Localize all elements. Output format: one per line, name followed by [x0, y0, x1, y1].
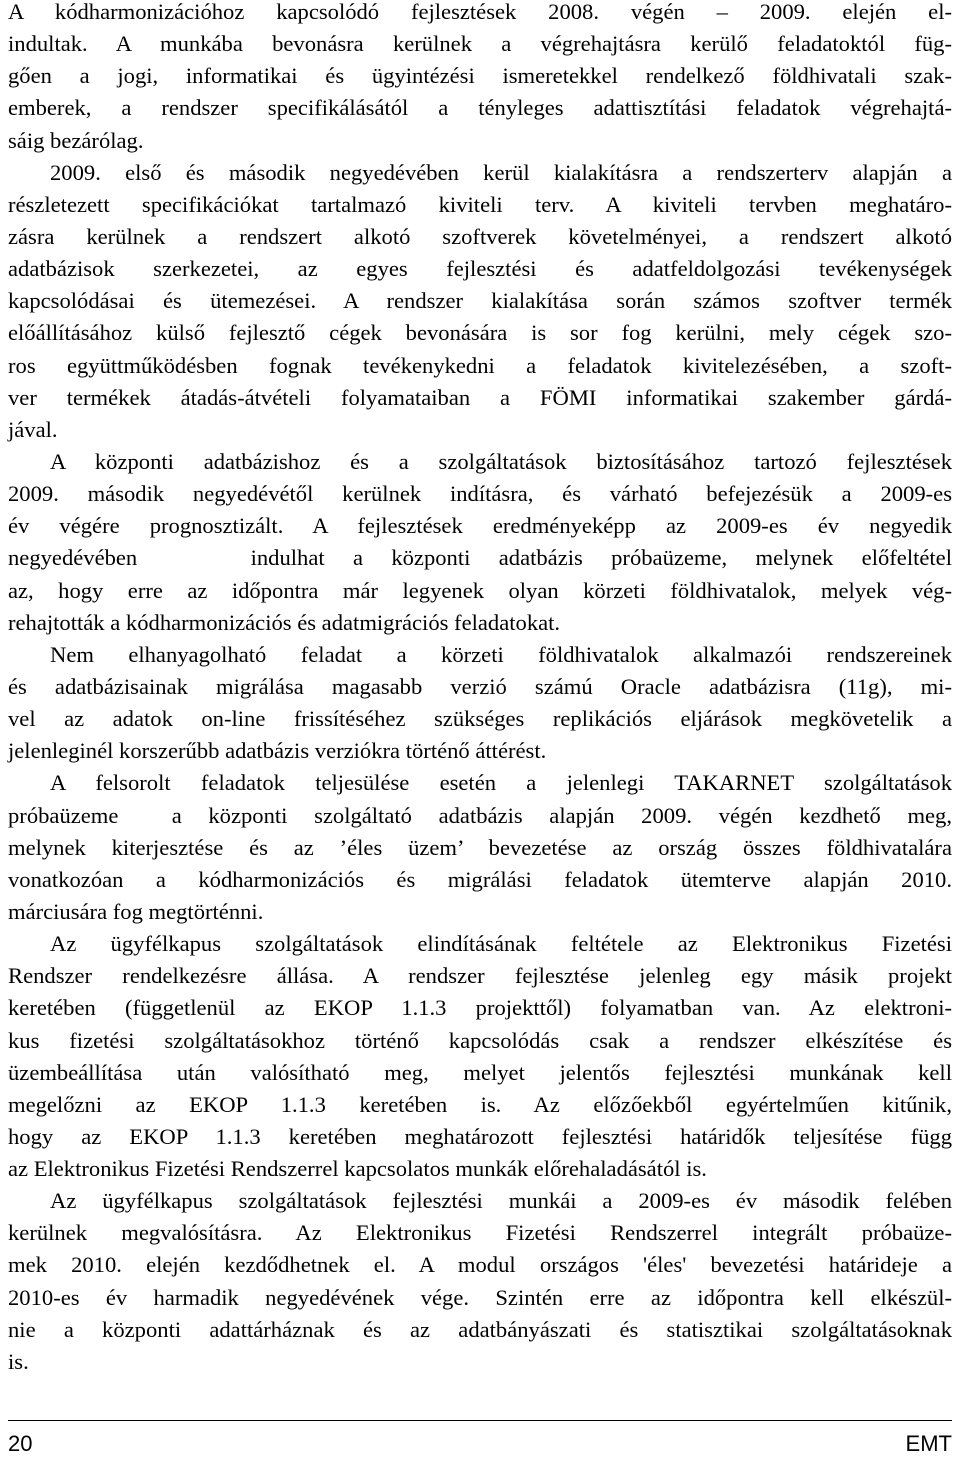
text-line: jelenleginél korszerűbb adatbázis verziókra történő áttérést. [8, 738, 547, 764]
text-line: gően a jogi, informatikai és ügyintézési ismeretekkel rendelkező földhivatali szak- [8, 63, 952, 89]
document-body [8, 0, 952, 1378]
text-line: A felsorolt feladatok teljesülése esetén a jelenlegi TAKARNET szolgáltatások [50, 770, 952, 796]
paragraph [8, 767, 952, 928]
text-line: és adatbázisainak migrálása magasabb verzió számú Oracle adatbázisra (11g), mi- [8, 673, 952, 699]
text-line: 2009. második negyedévétől kerülnek indításra, és várható befejezésük a 2009-es [8, 481, 952, 507]
text-line: hogy az EKOP 1.1.3 keretében meghatározott fejlesztési határidők teljesítése függ [8, 1123, 952, 1149]
paragraph [8, 0, 952, 157]
text-line: Az ügyfélkapus szolgáltatások fejlesztési munkái a 2009-es év második felében [50, 1188, 952, 1214]
text-line: 2009. első és második negyedévében kerül kialakításra a rendszerterv alapján a [50, 159, 952, 185]
text-line: kerülnek megvalósításra. Az Elektronikus Fizetési Rendszerrel integrált próbaüze- [8, 1220, 952, 1246]
paragraph [8, 1185, 952, 1378]
text-line: részletezett specifikációkat tartalmazó kiviteli terv. A kiviteli tervben meghatáro- [8, 191, 952, 217]
text-line: A központi adatbázishoz és a szolgáltatások biztosításához tartozó fejlesztések [50, 448, 952, 474]
text-line: sáig bezárólag. [8, 127, 144, 153]
paragraph [8, 446, 952, 639]
text-line: keretében (függetlenül az EKOP 1.1.3 projekttől) folyamatban van. Az elektroni- [8, 995, 952, 1021]
page-number: 20 [8, 1431, 33, 1456]
text-line: ver termékek átadás-átvételi folyamataiban a FÖMI informatikai szakember gárdá- [8, 384, 952, 410]
text-line: negyedévében indulhat a központi adatbázis próbaüzeme, melynek előfeltétel [8, 545, 952, 571]
text-line: kus fizetési szolgáltatásokhoz történő kapcsolódás csak a rendszer elkészítése és [8, 1027, 952, 1053]
text-line: melynek kiterjesztése és az ’éles üzem’ bevezetése az ország összes földhivatalára [8, 834, 952, 860]
text-line: ros együttműködésben fognak tevékenykedni a feladatok kivitelezésében, a szoft- [8, 352, 952, 378]
text-line: üzembeállítása után valósítható meg, melyet jelentős fejlesztési munkának kell [8, 1059, 952, 1085]
text-line: próbaüzeme a központi szolgáltató adatbázis alapján 2009. végén kezdhető meg, [8, 802, 952, 828]
text-line: is. [8, 1348, 29, 1374]
text-line: zásra kerülnek a rendszert alkotó szoftverek követelményei, a rendszert alkotó [8, 223, 952, 249]
text-line: indultak. A munkába bevonásra kerülnek a végrehajtásra kerülő feladatoktól füg- [8, 31, 952, 57]
text-line: 2010-es év harmadik negyedévének vége. Szintén erre az időpontra kell elkészül- [8, 1284, 952, 1310]
text-line: nie a központi adattárháznak és az adatbányászati és statisztikai szolgáltatásoknak [8, 1316, 952, 1342]
paragraph [8, 639, 952, 768]
text-line: márciusára fog megtörténni. [8, 898, 264, 924]
text-line: az, hogy erre az időpontra már legyenek olyan körzeti földhivatalok, melyek vég- [8, 577, 952, 603]
text-line: Az ügyfélkapus szolgáltatások elindításának feltétele az Elektronikus Fizetési [50, 931, 952, 957]
text-line: vonatkozóan a kódharmonizációs és migrálási feladatok ütemterve alapján 2010. [8, 866, 952, 892]
footer-organization: EMT [905, 1431, 952, 1456]
paragraph [8, 157, 952, 446]
text-line: adatbázisok szerkezetei, az egyes fejlesztési és adatfeldolgozási tevékenységek [8, 256, 952, 282]
text-line: Rendszer rendelkezésre állása. A rendszer fejlesztése jelenleg egy másik projekt [8, 963, 952, 989]
text-line: előállításához külső fejlesztő cégek bevonására is sor fog kerülni, mely cégek szo- [8, 320, 952, 346]
text-line: az Elektronikus Fizetési Rendszerrel kapcsolatos munkák előrehaladásától is. [8, 1156, 707, 1182]
text-line: jával. [8, 416, 58, 442]
text-line: mek 2010. elején kezdődhetnek el. A modul országos 'éles' bevezetési határideje a [8, 1252, 952, 1278]
document-page [8, 0, 952, 1464]
text-line: megelőzni az EKOP 1.1.3 keretében is. Az előzőekből egyértelműen kitűnik, [8, 1091, 952, 1117]
footer-divider [8, 1420, 952, 1421]
text-line: kapcsolódásai és ütemezései. A rendszer kialakítása során számos szoftver termék [8, 288, 952, 314]
text-line: A kódharmonizációhoz kapcsolódó fejlesztések 2008. végén – 2009. elején el- [8, 0, 952, 24]
text-line: vel az adatok on-line frissítéséhez szükséges replikációs eljárások megkövetelik a [8, 706, 952, 732]
page-footer [8, 1428, 952, 1460]
text-line: emberek, a rendszer specifikálásától a tényleges adattisztítási feladatok végrehajtá- [8, 95, 952, 121]
text-line: Nem elhanyagolható feladat a körzeti földhivatalok alkalmazói rendszereinek [50, 641, 952, 667]
paragraph [8, 928, 952, 1185]
text-line: rehajtották a kódharmonizációs és adatmigrációs feladatokat. [8, 609, 561, 635]
text-line: év végére prognosztizált. A fejlesztések eredményeképp az 2009-es év negyedik [8, 513, 952, 539]
